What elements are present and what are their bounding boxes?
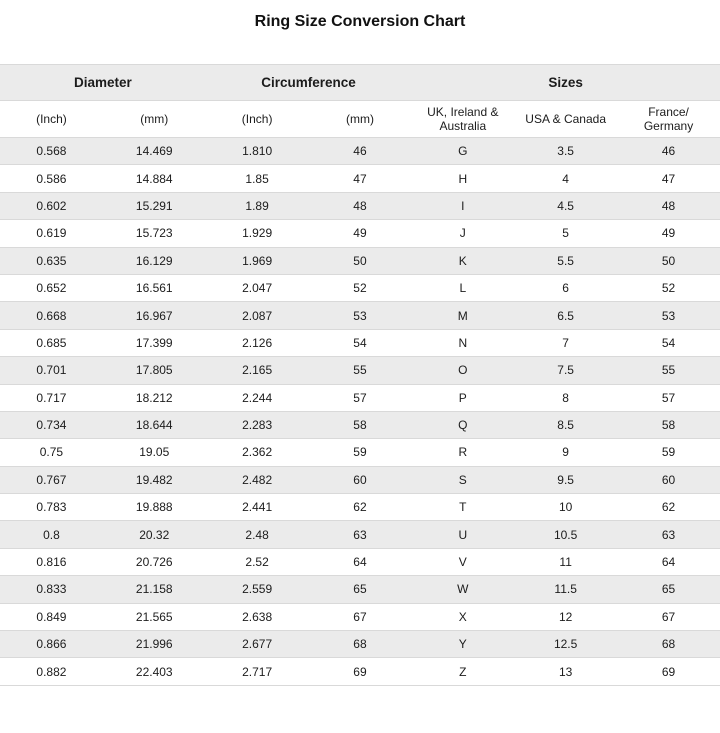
table-cell: 13 xyxy=(514,658,617,685)
table-cell: 57 xyxy=(309,384,412,411)
table-cell: 2.638 xyxy=(206,603,309,630)
table-cell: 58 xyxy=(617,411,720,438)
table-row xyxy=(0,274,720,301)
table-cell: 55 xyxy=(617,357,720,384)
table-cell: 15.723 xyxy=(103,220,206,247)
table-cell: 55 xyxy=(309,357,412,384)
column-header-uk-ireland-australia: UK, Ireland & Australia xyxy=(411,101,514,138)
table-cell: 48 xyxy=(309,192,412,219)
table-cell: 1.89 xyxy=(206,192,309,219)
table-cell: L xyxy=(411,274,514,301)
table-cell: 0.816 xyxy=(0,548,103,575)
table-cell: 52 xyxy=(617,274,720,301)
table-cell: 1.810 xyxy=(206,138,309,165)
table-cell: 14.469 xyxy=(103,138,206,165)
table-cell: R xyxy=(411,439,514,466)
table-cell: 14.884 xyxy=(103,165,206,192)
table-row xyxy=(0,521,720,548)
table-cell: 2.087 xyxy=(206,302,309,329)
table-cell: 50 xyxy=(617,247,720,274)
table-cell: 2.52 xyxy=(206,548,309,575)
table-cell: 54 xyxy=(309,329,412,356)
table-cell: 2.244 xyxy=(206,384,309,411)
table-cell: Z xyxy=(411,658,514,685)
table-cell: 69 xyxy=(309,658,412,685)
table-cell: 0.568 xyxy=(0,138,103,165)
table-cell: K xyxy=(411,247,514,274)
table-cell: 67 xyxy=(617,603,720,630)
table-cell: 60 xyxy=(617,466,720,493)
table-cell: 62 xyxy=(617,494,720,521)
table-row xyxy=(0,192,720,219)
table-cell: 0.652 xyxy=(0,274,103,301)
table-cell: 5.5 xyxy=(514,247,617,274)
table-cell: 0.833 xyxy=(0,576,103,603)
table-cell: 0.866 xyxy=(0,631,103,658)
table-cell: 12.5 xyxy=(514,631,617,658)
table-cell: 16.561 xyxy=(103,274,206,301)
table-cell: 3.5 xyxy=(514,138,617,165)
table-cell: 47 xyxy=(617,165,720,192)
table-cell: 19.482 xyxy=(103,466,206,493)
table-cell: P xyxy=(411,384,514,411)
table-cell: 49 xyxy=(309,220,412,247)
table-cell: 68 xyxy=(617,631,720,658)
table-cell: 20.726 xyxy=(103,548,206,575)
table-cell: 0.734 xyxy=(0,411,103,438)
table-cell: 65 xyxy=(309,576,412,603)
table-cell: 0.668 xyxy=(0,302,103,329)
table-row xyxy=(0,138,720,165)
table-cell: 62 xyxy=(309,494,412,521)
table-cell: 19.05 xyxy=(103,439,206,466)
table-cell: 5 xyxy=(514,220,617,247)
table-cell: 22.403 xyxy=(103,658,206,685)
column-header-row xyxy=(0,101,720,138)
table-cell: 2.48 xyxy=(206,521,309,548)
table-cell: 50 xyxy=(309,247,412,274)
table-cell: 6.5 xyxy=(514,302,617,329)
table-cell: 20.32 xyxy=(103,521,206,548)
table-cell: 11 xyxy=(514,548,617,575)
table-cell: G xyxy=(411,138,514,165)
table-cell: 54 xyxy=(617,329,720,356)
table-cell: 17.399 xyxy=(103,329,206,356)
column-header-diameter-inch: (Inch) xyxy=(0,101,103,138)
table-cell: 9 xyxy=(514,439,617,466)
table-cell: 47 xyxy=(309,165,412,192)
table-cell: 64 xyxy=(617,548,720,575)
table-cell: 17.805 xyxy=(103,357,206,384)
table-cell: 1.929 xyxy=(206,220,309,247)
table-cell: J xyxy=(411,220,514,247)
table-cell: 0.602 xyxy=(0,192,103,219)
table-cell: 58 xyxy=(309,411,412,438)
table-cell: 65 xyxy=(617,576,720,603)
column-header-diameter-mm: (mm) xyxy=(103,101,206,138)
table-row xyxy=(0,357,720,384)
table-cell: 10.5 xyxy=(514,521,617,548)
table-cell: S xyxy=(411,466,514,493)
table-row xyxy=(0,631,720,658)
table-cell: W xyxy=(411,576,514,603)
group-header-row xyxy=(0,65,720,101)
table-cell: 16.967 xyxy=(103,302,206,329)
table-cell: 2.677 xyxy=(206,631,309,658)
table-cell: M xyxy=(411,302,514,329)
table-cell: 2.126 xyxy=(206,329,309,356)
table-cell: 4.5 xyxy=(514,192,617,219)
table-cell: 2.559 xyxy=(206,576,309,603)
table-cell: 2.047 xyxy=(206,274,309,301)
table-cell: V xyxy=(411,548,514,575)
table-cell: 7.5 xyxy=(514,357,617,384)
table-row xyxy=(0,247,720,274)
table-cell: I xyxy=(411,192,514,219)
table-cell: 52 xyxy=(309,274,412,301)
group-header-circumference: Circumference xyxy=(206,65,412,101)
table-cell: 0.783 xyxy=(0,494,103,521)
table-cell: 2.283 xyxy=(206,411,309,438)
ring-size-chart-page xyxy=(0,13,720,686)
table-cell: U xyxy=(411,521,514,548)
table-cell: 0.685 xyxy=(0,329,103,356)
table-cell: 53 xyxy=(309,302,412,329)
table-cell: 4 xyxy=(514,165,617,192)
table-cell: 2.482 xyxy=(206,466,309,493)
table-cell: 15.291 xyxy=(103,192,206,219)
table-row xyxy=(0,329,720,356)
table-cell: T xyxy=(411,494,514,521)
table-cell: 53 xyxy=(617,302,720,329)
table-cell: 1.85 xyxy=(206,165,309,192)
table-cell: 59 xyxy=(617,439,720,466)
column-header-france-germany: France/ Germany xyxy=(617,101,720,138)
table-cell: 46 xyxy=(617,138,720,165)
table-cell: 18.212 xyxy=(103,384,206,411)
table-cell: 11.5 xyxy=(514,576,617,603)
table-row xyxy=(0,220,720,247)
table-row xyxy=(0,466,720,493)
table-cell: 57 xyxy=(617,384,720,411)
table-cell: 60 xyxy=(309,466,412,493)
table-cell: 63 xyxy=(617,521,720,548)
table-cell: 9.5 xyxy=(514,466,617,493)
table-cell: 63 xyxy=(309,521,412,548)
table-row xyxy=(0,658,720,685)
table-body xyxy=(0,138,720,686)
table-row xyxy=(0,384,720,411)
table-cell: 0.767 xyxy=(0,466,103,493)
table-cell: 48 xyxy=(617,192,720,219)
table-cell: 0.8 xyxy=(0,521,103,548)
table-cell: 21.565 xyxy=(103,603,206,630)
table-cell: 12 xyxy=(514,603,617,630)
table-cell: 16.129 xyxy=(103,247,206,274)
table-cell: 67 xyxy=(309,603,412,630)
table-cell: H xyxy=(411,165,514,192)
column-header-circumference-inch: (Inch) xyxy=(206,101,309,138)
table-cell: 19.888 xyxy=(103,494,206,521)
table-row xyxy=(0,576,720,603)
table-cell: 0.586 xyxy=(0,165,103,192)
table-cell: 59 xyxy=(309,439,412,466)
table-cell: 0.849 xyxy=(0,603,103,630)
table-cell: 46 xyxy=(309,138,412,165)
table-row xyxy=(0,603,720,630)
table-cell: 8 xyxy=(514,384,617,411)
table-cell: 0.701 xyxy=(0,357,103,384)
table-cell: 0.717 xyxy=(0,384,103,411)
table-row xyxy=(0,439,720,466)
table-cell: 21.996 xyxy=(103,631,206,658)
table-cell: 10 xyxy=(514,494,617,521)
table-cell: 2.362 xyxy=(206,439,309,466)
table-cell: 69 xyxy=(617,658,720,685)
table-cell: 0.635 xyxy=(0,247,103,274)
group-header-sizes: Sizes xyxy=(411,65,720,101)
table-cell: Q xyxy=(411,411,514,438)
table-cell: 21.158 xyxy=(103,576,206,603)
table-cell: 2.165 xyxy=(206,357,309,384)
table-cell: 64 xyxy=(309,548,412,575)
table-cell: 18.644 xyxy=(103,411,206,438)
column-header-usa-canada: USA & Canada xyxy=(514,101,617,138)
table-row xyxy=(0,302,720,329)
group-header-diameter: Diameter xyxy=(0,65,206,101)
table-cell: 0.619 xyxy=(0,220,103,247)
table-row xyxy=(0,494,720,521)
table-cell: 0.75 xyxy=(0,439,103,466)
table-cell: 49 xyxy=(617,220,720,247)
table-cell: 68 xyxy=(309,631,412,658)
column-header-circumference-mm: (mm) xyxy=(309,101,412,138)
table-cell: Y xyxy=(411,631,514,658)
table-row xyxy=(0,548,720,575)
table-row xyxy=(0,411,720,438)
page-title: Ring Size Conversion Chart xyxy=(254,13,466,30)
table-cell: O xyxy=(411,357,514,384)
table-cell: 2.717 xyxy=(206,658,309,685)
table-cell: 0.882 xyxy=(0,658,103,685)
table-cell: 1.969 xyxy=(206,247,309,274)
table-cell: X xyxy=(411,603,514,630)
table-cell: 6 xyxy=(514,274,617,301)
table-cell: 2.441 xyxy=(206,494,309,521)
table-row xyxy=(0,165,720,192)
table-cell: 7 xyxy=(514,329,617,356)
table-cell: 8.5 xyxy=(514,411,617,438)
ring-size-conversion-table xyxy=(0,64,720,686)
table-cell: N xyxy=(411,329,514,356)
table-header xyxy=(0,65,720,138)
